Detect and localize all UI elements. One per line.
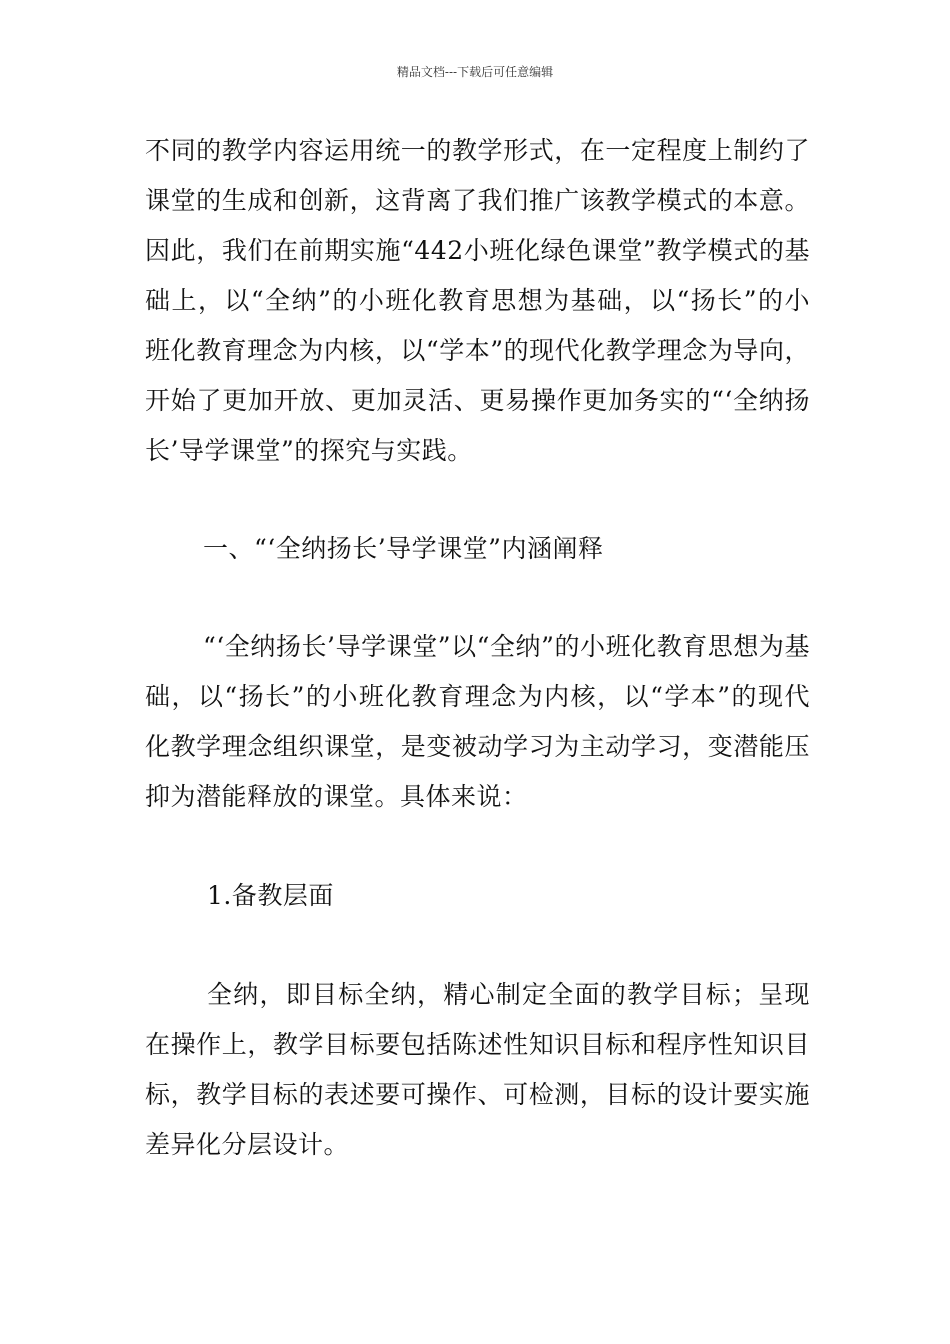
section-heading: 一、“‘全纳扬长’导学课堂”内涵阐释 bbox=[203, 534, 604, 563]
page-header: 精品文档---下载后可任意编辑 bbox=[396, 65, 554, 79]
subsection-heading: 1.备教层面 bbox=[207, 881, 334, 910]
body-paragraph-definition: “‘全纳扬长’导学课堂”以“全纳”的小班化教育思想为基础，以“扬长”的小班化教育理念为内核，以“学本”的现代化教学理念组织课堂，是变被动学习为主动学习，变潜能压抑为潜能释放的课堂。具体来说： bbox=[145, 632, 810, 811]
body-paragraph-objectives: 全纳，即目标全纳，精心制定全面的教学目标；呈现在操作上，教学目标要包括陈述性知识目标和程序性知识目标，教学目标的表述要可操作、可检测，目标的设计要实施差异化分层设计。 bbox=[145, 980, 810, 1159]
body-paragraph-intro: 不同的教学内容运用统一的教学形式，在一定程度上制约了课堂的生成和创新，这背离了我们推广该教学模式的本意。因此，我们在前期实施“442小班化绿色课堂”教学模式的基础上，以“全纳”的小班化教育思想为基础，以“扬长”的小班化教育理念为内核，以“学本”的现代化教学理念为导向，开始了更加开放、更加灵活、更易操作更加务实的“‘全纳扬长’导学课堂”的探究与实践。 bbox=[145, 136, 810, 465]
